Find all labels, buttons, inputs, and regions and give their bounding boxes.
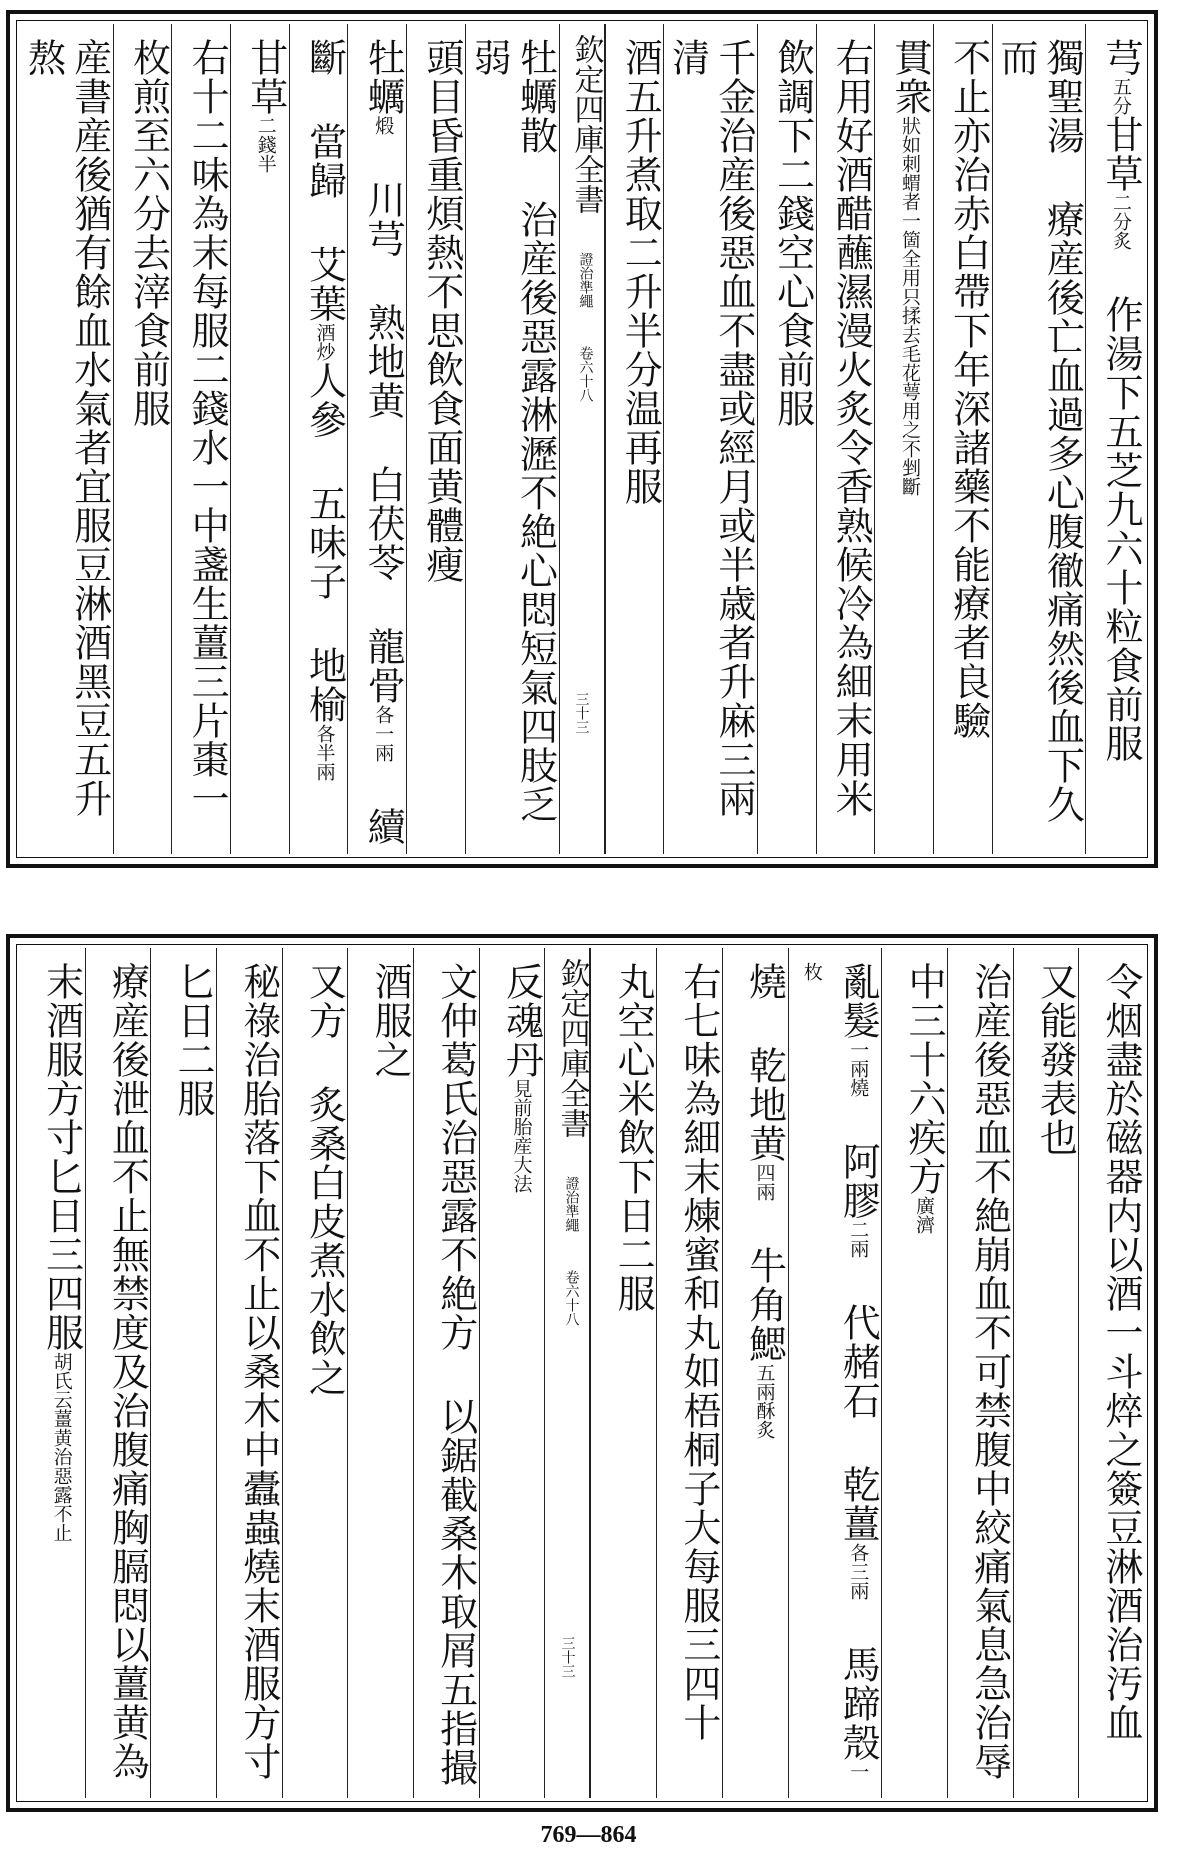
annotation-note: 二兩 (847, 1220, 870, 1258)
text-column (816, 24, 875, 854)
annotation-note: 見前胎産大法 (510, 1079, 533, 1193)
text-column (230, 24, 289, 854)
text-column (788, 948, 882, 1798)
text-column (722, 948, 788, 1798)
text-column (347, 24, 406, 854)
annotation-note: 五兩酥炙 (753, 1363, 776, 1439)
column-text: 又方 炙桑白皮煮水飲之 (302, 962, 347, 1397)
text-column (289, 24, 348, 854)
column-text: 右用好酒醋蘸濕漫火炙令香熟候冷為細末用米 (829, 38, 874, 818)
column-text: 療産後泄血不止無禁度及治腹痛胸膈悶以薑黄為 (105, 962, 150, 1781)
text-column (1085, 24, 1144, 854)
column-text: 人參 五味子 地榆 (302, 361, 347, 724)
column-text: 芎 (1099, 38, 1143, 77)
column-text: 牛角鰓 (742, 1201, 787, 1363)
text-column (150, 948, 216, 1798)
annotation-note: 酒炒 (313, 323, 336, 361)
bottom-page (6, 934, 1158, 1812)
text-column (1078, 948, 1144, 1798)
column-text: 千金治産後惡血不盡或經月或半歳者升麻三兩清 (665, 38, 756, 818)
column-text: 右七味為細末煉蜜和丸如梧桐子大每服三四十 (676, 962, 721, 1742)
annotation-note: 狀如刺蝟者一箇全用只揉去毛花萼用之不剉斷 (898, 116, 921, 496)
annotation-note: 二分炙 (1110, 193, 1132, 250)
annotation-note: 各半兩 (313, 724, 336, 781)
banner-subtitle: 證治準繩 (563, 1176, 580, 1232)
text-column (216, 948, 282, 1798)
banner-column (559, 24, 605, 854)
annotation-note: 五分 (1110, 77, 1132, 115)
column-text: 産書産後猶有餘血水氣者宜服豆淋酒黑豆五升熬 (21, 38, 112, 818)
page-number-footer: 769—864 (540, 1822, 637, 1848)
column-text: 甘草 (1099, 115, 1143, 193)
text-column (282, 948, 348, 1798)
column-text: 中三十六疾方 (901, 962, 946, 1196)
column-text: 酒五升煮取二升半分温再服 (618, 38, 663, 506)
top-page (6, 10, 1158, 868)
column-text: 丸空心米飲下日二服 (611, 962, 656, 1313)
text-column (406, 24, 465, 854)
column-text: 匕日二服 (171, 962, 216, 1118)
column-text: 頭目昏重煩熱不思飲食面黄體瘦 (419, 38, 464, 584)
banner-folio: 三十三 (559, 1636, 576, 1678)
column-text: 秘祿治胎落下血不止以桑木中蠹蟲燒末酒服方寸 (236, 962, 281, 1781)
banner-title: 欽定四庫全書 (568, 34, 604, 214)
top-page-columns (20, 24, 1144, 854)
column-text: 代赭石 乾薑 (836, 1258, 881, 1543)
text-column (113, 24, 172, 854)
annotation-note: 胡氏云薑黄治惡露不止 (50, 1352, 73, 1542)
column-text: 又能發表也 (1033, 962, 1078, 1157)
banner-volume: 卷六十八 (563, 1270, 580, 1326)
text-column (20, 948, 85, 1798)
text-column (992, 24, 1086, 854)
text-column (20, 24, 113, 854)
text-column (933, 24, 992, 854)
column-text: 阿膠 (836, 1097, 881, 1220)
column-text: 枚煎至六分去滓食前服 (126, 38, 171, 428)
column-text: 馬蹄殼 (836, 1600, 881, 1762)
column-text: 酒服之 (368, 962, 413, 1079)
annotation-note: 二錢半 (254, 116, 277, 173)
column-text: 貫衆 (887, 38, 932, 116)
annotation-note: 四兩 (753, 1163, 776, 1201)
column-text: 續 (361, 762, 406, 846)
text-column (663, 24, 757, 854)
banner-volume: 卷六十八 (577, 346, 594, 402)
column-text: 作湯下五芝九六十粒食前服 (1099, 250, 1143, 763)
column-text: 治産後惡血不絶崩血不可禁腹中絞痛氣息急治辱 (967, 962, 1012, 1781)
column-text: 不止亦治赤白帶下年深諸藥不能療者良驗 (946, 38, 991, 740)
text-column (947, 948, 1013, 1798)
text-column (881, 948, 947, 1798)
column-text: 反魂丹 (499, 962, 544, 1079)
annotation-note: 一枚 (800, 962, 870, 1781)
column-text: 文仲葛氏治惡露不絶方 以鋸截桑木取屑五指撮 (433, 962, 478, 1787)
text-column (874, 24, 933, 854)
text-column (347, 948, 413, 1798)
text-column (757, 24, 816, 854)
annotation-note: 各三兩 (847, 1543, 870, 1600)
column-text: 亂髮 (836, 962, 881, 1040)
column-text: 獨聖湯 療産後亡血過多心腹徹痛然後血下久而 (993, 38, 1085, 824)
text-column (590, 948, 656, 1798)
text-column (85, 948, 151, 1798)
column-text: 令烟盡於磁器内以酒一斗焠之簽豆淋酒治汚血 (1099, 962, 1143, 1742)
column-text: 右十二味為末每服二錢水一中盞生薑三片棗一 (185, 38, 230, 818)
column-text: 甘草 (243, 38, 288, 116)
annotation-note: 煅 (372, 116, 395, 135)
text-column (605, 24, 664, 854)
column-text: 飲調下二錢空心食前服 (770, 38, 815, 428)
annotation-note: 廣濟 (912, 1196, 935, 1234)
banner-title: 欽定四庫全書 (554, 958, 590, 1138)
banner-column (544, 948, 590, 1798)
annotation-note: 一兩燒 (847, 1040, 870, 1097)
column-text: 斷 當歸 艾葉 (302, 38, 347, 323)
text-column (171, 24, 230, 854)
column-text: 燒 乾地黄 (742, 962, 787, 1163)
text-column (1013, 948, 1079, 1798)
column-text: 川芎 熟地黄 白茯苓 龍骨 (361, 135, 406, 705)
column-text: 牡蠣散 治産後惡露淋瀝不絶心悶短氣四肢乏弱 (467, 38, 558, 824)
banner-subtitle: 證治準繩 (577, 252, 594, 308)
column-text: 牡蠣 (361, 38, 406, 116)
annotation-note: 各一兩 (372, 705, 395, 762)
text-column (656, 948, 722, 1798)
text-column (479, 948, 545, 1798)
bottom-page-columns (20, 948, 1144, 1798)
banner-folio: 三十三 (573, 692, 590, 734)
text-column (465, 24, 559, 854)
column-text: 末酒服方寸匕日三四服 (39, 962, 84, 1352)
text-column (413, 948, 479, 1798)
